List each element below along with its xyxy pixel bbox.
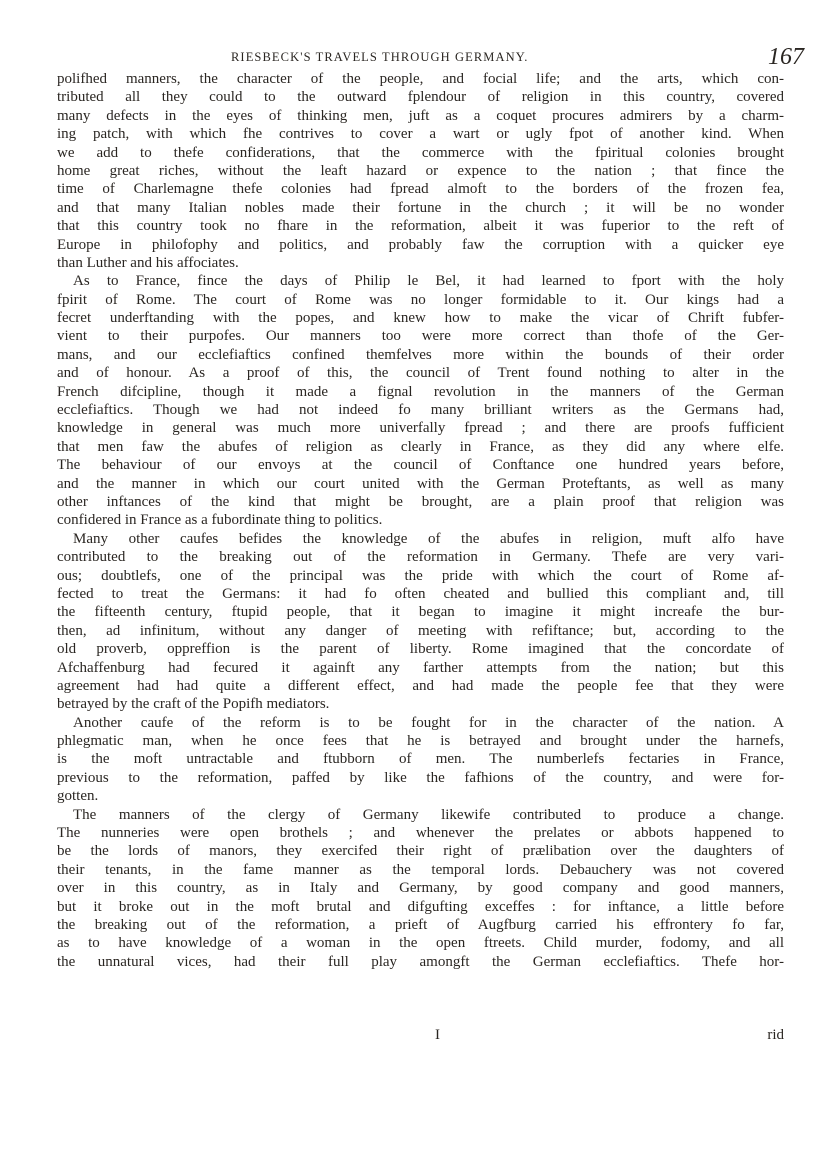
text-line: than Luther and his affociates.: [57, 254, 239, 271]
text-line: Many other caufes befides the knowledge of the abufes in religion, muft alfo have: [73, 530, 784, 547]
text-line: the breaking out of the reformation, a prieft of Augfburg carried his effrontery fo far,: [57, 916, 784, 933]
text-line: betrayed by the craft of the Popifh mediators.: [57, 696, 330, 713]
text-line: knowledge in general was much more univerfally fpread ; and there are proofs fufficient: [57, 420, 784, 437]
text-line: that men faw the abufes of religion as clearly in France, as they did any where elfe.: [57, 438, 784, 455]
running-head: RIESBECK'S TRAVELS THROUGH GERMANY.: [231, 50, 529, 64]
text-line: As to France, fince the days of Philip le Bel, it had learned to fport with the holy: [73, 273, 784, 290]
text-line: as to have knowledge of a woman in the open ftreets. Child murder, fodomy, and all: [57, 935, 784, 952]
text-line: previous to the reformation, paffed by like the fafhions of the country, and were for-: [57, 769, 784, 786]
text-line: tributed all they could to the outward fplendour of religion in this country, covered: [57, 89, 784, 106]
text-line: vient to their purpofes. Our manners too were more correct than thofe of the Ger-: [57, 328, 784, 345]
text-line: The manners of the clergy of Germany likewife contributed to produce a change.: [73, 806, 784, 823]
text-line: the fifteenth century, ftupid people, that it began to imagine it might increafe the bur-: [57, 604, 784, 621]
signature-mark: I: [435, 1027, 440, 1043]
text-line: is the moft untractable and ftubborn of men. The numberlefs fectaries in France,: [57, 751, 784, 768]
text-line: gotten.: [57, 788, 99, 805]
text-line: Europe in philofophy and politics, and probably faw the corruption with a quicker eye: [57, 236, 784, 253]
text-line: other inftances of the kind that might be brought, are a plain proof that religion was: [57, 493, 784, 510]
text-line: we add to thefe confiderations, that the commerce with the fpiritual colonies brought: [57, 144, 784, 161]
text-line: the unnatural vices, had their full play amongft the German ecclefiaftics. Thefe hor-: [57, 953, 784, 970]
text-line: contributed to the breaking out of the reformation in Germany. Thefe are very vari-: [57, 549, 784, 566]
text-line: be the lords of manors, they exercifed their right of prælibation over the daughters of: [57, 843, 784, 860]
text-line: over in this country, as in Italy and Germany, by good company and good manners,: [57, 880, 784, 897]
text-line: their tenants, in the fame manner as the temporal lords. Debauchery was not covered: [57, 861, 784, 878]
text-line: phlegmatic man, when he once fees that he is betrayed and brought under the harnefs,: [57, 733, 784, 750]
text-line: ecclefiaftics. Though we had not indeed fo many brilliant writers as the Germans had,: [57, 402, 784, 419]
text-line: that this country took no fhare in the reformation, albeit it was fuperior to the reft of: [57, 218, 784, 235]
text-line: then, ad infinitum, without any danger of meeting with refiftance; but, according to the: [57, 622, 784, 639]
catchword: rid: [767, 1027, 784, 1043]
text-line: French difcipline, though it made a fignal revolution in the manners of the German: [57, 383, 784, 400]
text-line: agreement had had quite a different effect, and had made the people fee that they were: [57, 677, 784, 694]
page-number: 167: [768, 44, 804, 70]
page-footer: [57, 1026, 784, 1044]
text-line: fecret underftanding with the popes, and knew how to make the vicar of Chrift fubfer-: [57, 310, 784, 327]
text-line: ous; doubtlefs, one of the principal was the pride with which the court of Rome af-: [57, 567, 784, 584]
text-line: and the manner in which our court united with the German Proteftants, as well as many: [57, 475, 784, 492]
text-line: The nunneries were open brothels ; and whenever the prelates or abbots happened to: [57, 825, 784, 842]
text-line: old proverb, oppreffion is the parent of liberty. Rome imagined that the concordate of: [57, 641, 784, 658]
text-line: fpirit of Rome. The court of Rome was no longer formidable to it. Our kings had a: [57, 291, 784, 308]
text-line: The behaviour of our envoys at the council of Conftance one hundred years before,: [57, 457, 784, 474]
text-line: but it broke out in the moft brutal and difgufting exceffes : for inftance, a little before: [57, 898, 784, 915]
body-text: [57, 70, 784, 971]
text-line: home great riches, without the leaft hazard or expence to the nation ; that fince the: [57, 162, 784, 179]
text-line: and of honour. As a proof of this, the council of Trent found nothing to alter in the: [57, 365, 784, 382]
text-line: and that many Italian nobles made their fortune in the church ; it will be no wonder: [57, 199, 784, 216]
text-line: fected to treat the Germans: it had fo often cheated and bullied this compliant and, till: [57, 585, 784, 602]
text-line: confidered in France as a fubordinate thing to politics.: [57, 512, 383, 529]
text-line: mans, and our ecclefiaftics confined themfelves more within the bounds of their order: [57, 346, 784, 363]
text-line: time of Charlemagne thefe colonies had fpread almoft to the borders of the frozen fea,: [57, 181, 784, 198]
text-line: Another caufe of the reform is to be fought for in the character of the nation. A: [73, 714, 784, 731]
text-line: ing patch, with which fhe contrives to cover a wart or ugly fpot of another kind. When: [57, 126, 784, 143]
text-line: polifhed manners, the character of the people, and focial life; and the arts, which con-: [57, 71, 784, 87]
text-line: many defects in the eyes of thinking men, juft as a coquet procures admirers by a charm-: [57, 107, 784, 124]
text-line: Afchaffenburg had fecured it againft any farther attempts from the nation; but this: [57, 659, 784, 676]
